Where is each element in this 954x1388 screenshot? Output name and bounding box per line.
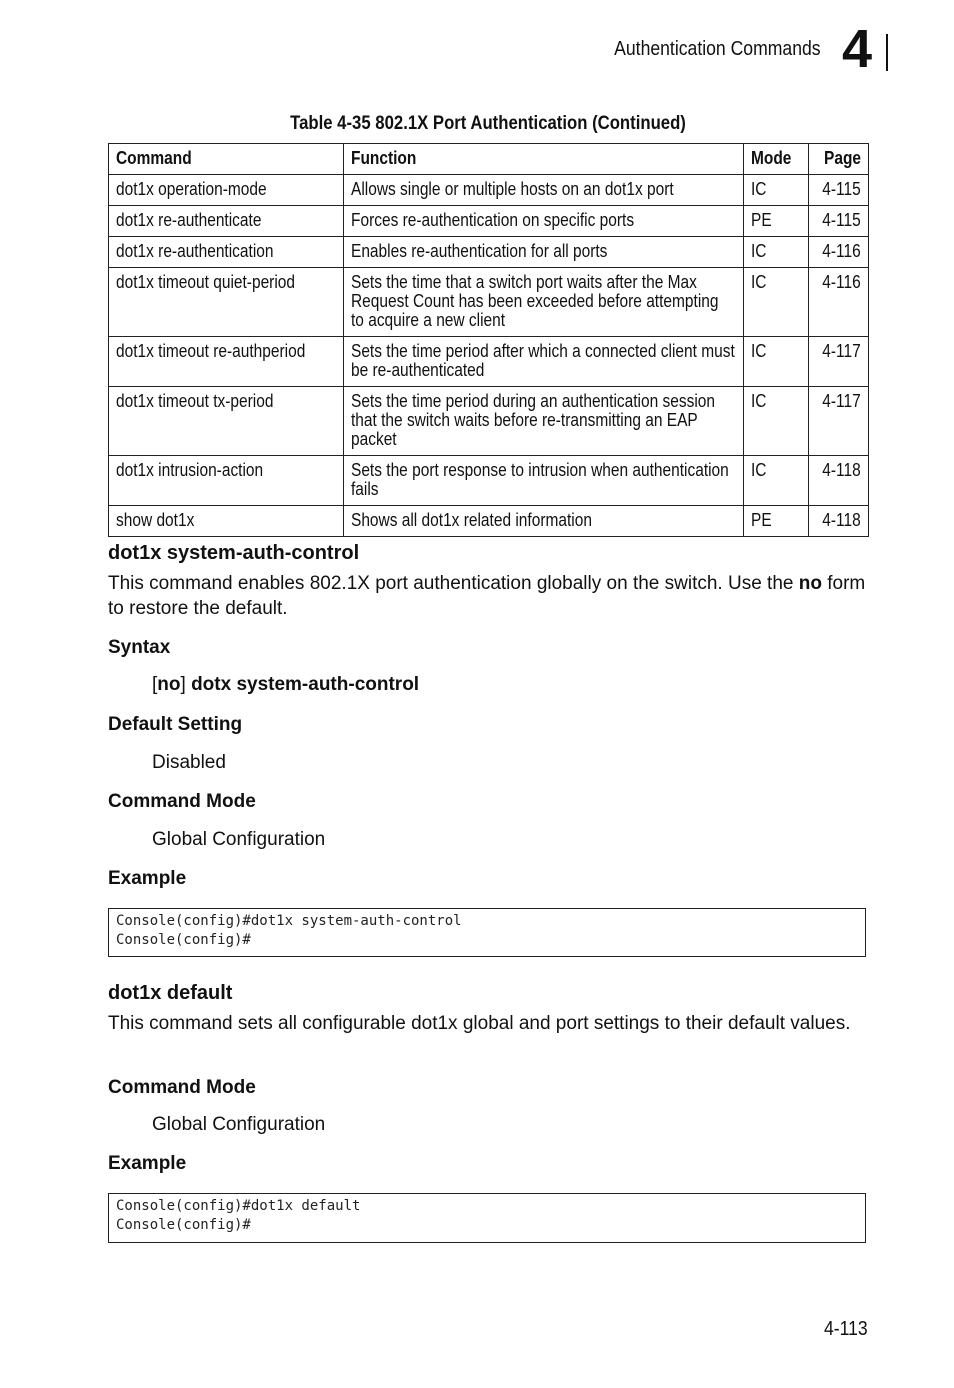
table-caption: Table 4-35 802.1X Port Authentication (Continued) [290,113,686,134]
cell-mode: PE [744,206,809,237]
cell-mode: IC [744,387,809,456]
cell-function: Sets the port response to intrusion when authentication fails [344,456,744,506]
cell-page: 4-117 [809,337,869,387]
keyword-no: no [798,573,822,594]
cell-mode: IC [744,456,809,506]
cell-command: dot1x timeout tx-period [109,387,344,456]
code-line: Console(config)# [116,932,251,948]
cell-function: Forces re-authentication on specific ports [344,206,744,237]
cell-command: dot1x re-authentication [109,237,344,268]
command-mode-heading: Command Mode [108,1077,256,1098]
cell-command: dot1x timeout re-authperiod [109,337,344,387]
code-line: Console(config)# [116,1217,251,1233]
example-heading: Example [108,868,187,889]
cell-mode: IC [744,175,809,206]
table-row [109,506,869,537]
cell-function: Sets the time period after which a connected client must be re-authenticated [344,337,744,387]
syntax-line: [no] dotx system-auth-control [152,674,420,695]
cell-command: dot1x intrusion-action [109,456,344,506]
syntax-heading: Syntax [108,637,171,658]
cell-page: 4-116 [809,268,869,337]
command-mode-value: Global Configuration [152,1114,326,1135]
cell-mode: IC [744,268,809,337]
cell-mode: PE [744,506,809,537]
default-setting-value: Disabled [152,752,226,773]
cell-mode: IC [744,337,809,387]
cell-mode: IC [744,237,809,268]
chapter-divider [886,34,888,71]
table-header-row [109,144,869,175]
section-description: This command enables 802.1X port authentication globally on the switch. Use the no form to restore the default. [108,573,866,619]
table-row [109,206,869,237]
cell-function: Allows single or multiple hosts on an dot1x port [344,175,744,206]
section-description: This command sets all configurable dot1x global and port settings to their default values. [108,1013,851,1034]
cell-page: 4-115 [809,206,869,237]
running-header: Authentication Commands [614,38,821,60]
column-header-mode: Mode [744,144,809,175]
code-line: Console(config)#dot1x system-auth-control [116,913,462,929]
example-code-block [108,1193,866,1243]
syntax-command: dotx system-auth-control [191,674,420,695]
section-title-dot1x-default: dot1x default [108,982,233,1004]
table-row [109,268,869,337]
command-mode-heading: Command Mode [108,791,256,812]
table-row [109,387,869,456]
page-number: 4-113 [824,1318,868,1340]
column-header-command: Command [109,144,344,175]
code-line: Console(config)#dot1x default [116,1198,361,1214]
column-header-page: Page [809,144,869,175]
cell-page: 4-118 [809,506,869,537]
column-header-function: Function [344,144,744,175]
cell-command: dot1x operation-mode [109,175,344,206]
cell-function: Sets the time period during an authentication session that the switch waits before re-transmitting an EAP packet [344,387,744,456]
command-table [108,143,869,537]
table-row [109,175,869,206]
cell-command: show dot1x [109,506,344,537]
cell-page: 4-118 [809,456,869,506]
table-row [109,337,869,387]
cell-command: dot1x timeout quiet-period [109,268,344,337]
cell-command: dot1x re-authenticate [109,206,344,237]
table-row [109,237,869,268]
chapter-number: 4 [842,19,873,79]
example-code-block [108,908,866,957]
cell-function: Enables re-authentication for all ports [344,237,744,268]
example-heading: Example [108,1153,187,1174]
table-row [109,456,869,506]
cell-function: Shows all dot1x related information [344,506,744,537]
section-title-system-auth-control: dot1x system-auth-control [108,542,360,564]
cell-page: 4-116 [809,237,869,268]
command-mode-value: Global Configuration [152,829,326,850]
default-setting-heading: Default Setting [108,714,243,735]
cell-page: 4-117 [809,387,869,456]
cell-page: 4-115 [809,175,869,206]
cell-function: Sets the time that a switch port waits after the Max Request Count has been exceeded before attempting to acquire a new client [344,268,744,337]
